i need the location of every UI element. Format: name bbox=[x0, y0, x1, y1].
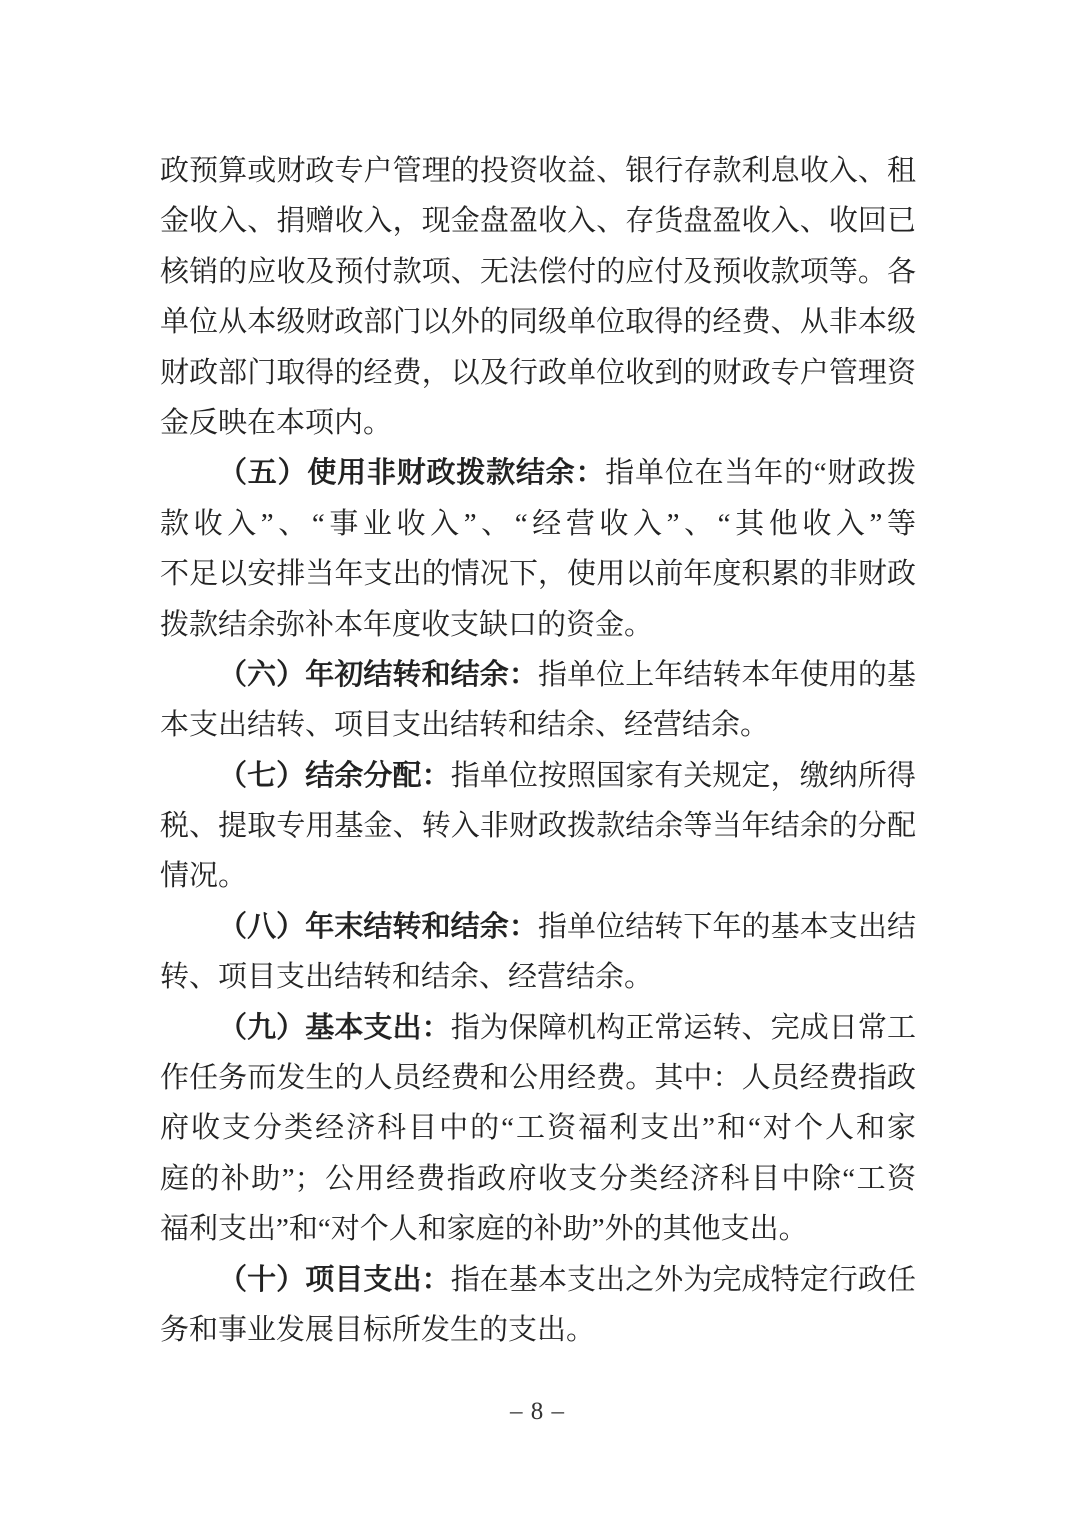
text-line bbox=[160, 348, 916, 398]
text-segment: 情况。 bbox=[160, 860, 248, 893]
text-line bbox=[160, 448, 916, 498]
text-line bbox=[160, 650, 916, 700]
text-segment: 福利支出”和“对个人和家庭的补助”外的其他支出。 bbox=[160, 1213, 808, 1246]
text-segment: 核销的应收及预付款项、无法偿付的应付及预收款项等。各 bbox=[160, 255, 916, 288]
text-line bbox=[160, 398, 916, 448]
text-segment: 本支出结转、项目支出结转和结余、经营结余。 bbox=[160, 709, 770, 742]
text-line bbox=[160, 700, 916, 750]
text-segment: 指单位上年结转本年使用的基 bbox=[537, 658, 916, 691]
text-line bbox=[160, 851, 916, 901]
text-segment: 指为保障机构正常运转、完成日常工 bbox=[450, 1011, 916, 1044]
text-segment: 拨款结余弥补本年度收支缺口的资金。 bbox=[160, 608, 654, 641]
text-line bbox=[160, 1053, 916, 1103]
term-label: （十）项目支出： bbox=[218, 1263, 451, 1296]
text-segment: 指在基本支出之外为完成特定行政任 bbox=[450, 1263, 916, 1296]
text-segment: 指单位按照国家有关规定，缴纳所得 bbox=[450, 759, 916, 792]
document-body bbox=[160, 146, 916, 1355]
text-segment: 府收支分类经济科目中的“工资福利支出”和“对个人和家 bbox=[160, 1112, 916, 1145]
text-line bbox=[160, 297, 916, 347]
text-segment: 金收入、捐赠收入，现金盘盈收入、存货盘盈收入、收回已 bbox=[160, 205, 916, 238]
text-segment: 财政部门取得的经费，以及行政单位收到的财政专户管理资 bbox=[160, 356, 916, 389]
page-number: – 8 – bbox=[510, 1398, 565, 1425]
text-segment: 政预算或财政专户管理的投资收益、银行存款利息收入、租 bbox=[160, 155, 916, 187]
text-line bbox=[160, 1103, 916, 1153]
text-segment: 不足以安排当年支出的情况下，使用以前年度积累的非财政 bbox=[160, 558, 916, 591]
text-segment: 务和事业发展目标所发生的支出。 bbox=[160, 1313, 596, 1346]
text-line bbox=[160, 499, 916, 549]
text-line bbox=[160, 247, 916, 297]
term-label: （六）年初结转和结余： bbox=[218, 658, 538, 691]
text-line bbox=[160, 1003, 916, 1053]
text-segment: 单位从本级财政部门以外的同级单位取得的经费、从非本级 bbox=[160, 306, 916, 339]
text-line bbox=[160, 1154, 916, 1204]
text-line bbox=[160, 600, 916, 650]
text-line bbox=[160, 1204, 916, 1254]
term-label: （九）基本支出： bbox=[218, 1011, 451, 1044]
text-line bbox=[160, 751, 916, 801]
text-segment: 转、项目支出结转和结余、经营结余。 bbox=[160, 961, 654, 994]
term-label: （五）使用非财政拨款结余： bbox=[218, 457, 606, 490]
term-label: （八）年末结转和结余： bbox=[218, 910, 538, 943]
text-line bbox=[160, 952, 916, 1002]
text-line bbox=[160, 902, 916, 952]
text-segment: 款收入”、“事业收入”、“经营收入”、“其他收入”等 bbox=[160, 507, 916, 540]
text-line bbox=[160, 146, 916, 196]
text-line bbox=[160, 1255, 916, 1305]
term-label: （七）结余分配： bbox=[218, 759, 451, 792]
text-segment: 庭的补助”；公用经费指政府收支分类经济科目中除“工资 bbox=[160, 1162, 916, 1195]
text-segment: 作任务而发生的人员经费和公用经费。其中：人员经费指政 bbox=[160, 1062, 916, 1095]
text-segment: 指单位结转下年的基本支出结 bbox=[537, 910, 916, 943]
text-line bbox=[160, 801, 916, 851]
text-line bbox=[160, 549, 916, 599]
text-line bbox=[160, 1305, 916, 1355]
text-segment: 指单位在当年的“财政拨 bbox=[605, 457, 916, 490]
text-line bbox=[160, 196, 916, 246]
text-segment: 金反映在本项内。 bbox=[160, 406, 393, 439]
text-segment: 税、提取专用基金、转入非财政拨款结余等当年结余的分配 bbox=[160, 810, 916, 843]
